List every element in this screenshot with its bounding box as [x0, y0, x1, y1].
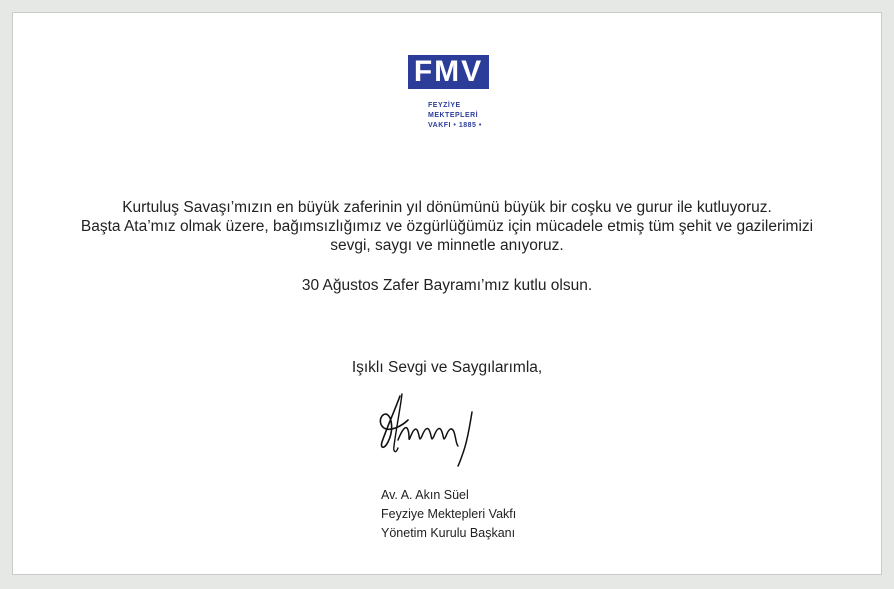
logo-line-2: MEKTEPLERİ [428, 112, 479, 119]
logo-subtitle [428, 101, 482, 131]
logo-line-1: FEYZİYE [428, 102, 461, 109]
signature-icon [372, 390, 492, 472]
logo-letters: FMV [413, 55, 484, 88]
closing-line: Işıklı Sevgi ve Saygılarımla, [351, 359, 543, 376]
signature-block [381, 486, 516, 543]
signatory-name: Av. A. Akın Süel [381, 488, 469, 502]
logo-line-3: VAKFI • 1885 • [428, 122, 482, 129]
fmv-logo [408, 55, 490, 135]
message-line-2: Başta Ata’mız olmak üzere, bağımsızlığımız ve özgürlüğümüz için mücadele etmiş tüm şehit ve gazilerimizi [80, 218, 814, 235]
signatory-organization: Feyziye Mektepleri Vakfı [381, 507, 517, 521]
holiday-wish: 30 Ağustos Zafer Bayramı’mız kutlu olsun. [301, 277, 593, 294]
signatory-title: Yönetim Kurulu Başkanı [381, 526, 516, 540]
message-paragraph [0, 198, 894, 255]
message-line-3: sevgi, saygı ve minnetle anıyoruz. [330, 237, 564, 254]
message-line-1: Kurtuluş Savaşı’mızın en büyük zaferinin yıl dönümünü büyük bir coşku ve gurur ile kutluyoruz. [122, 199, 772, 216]
